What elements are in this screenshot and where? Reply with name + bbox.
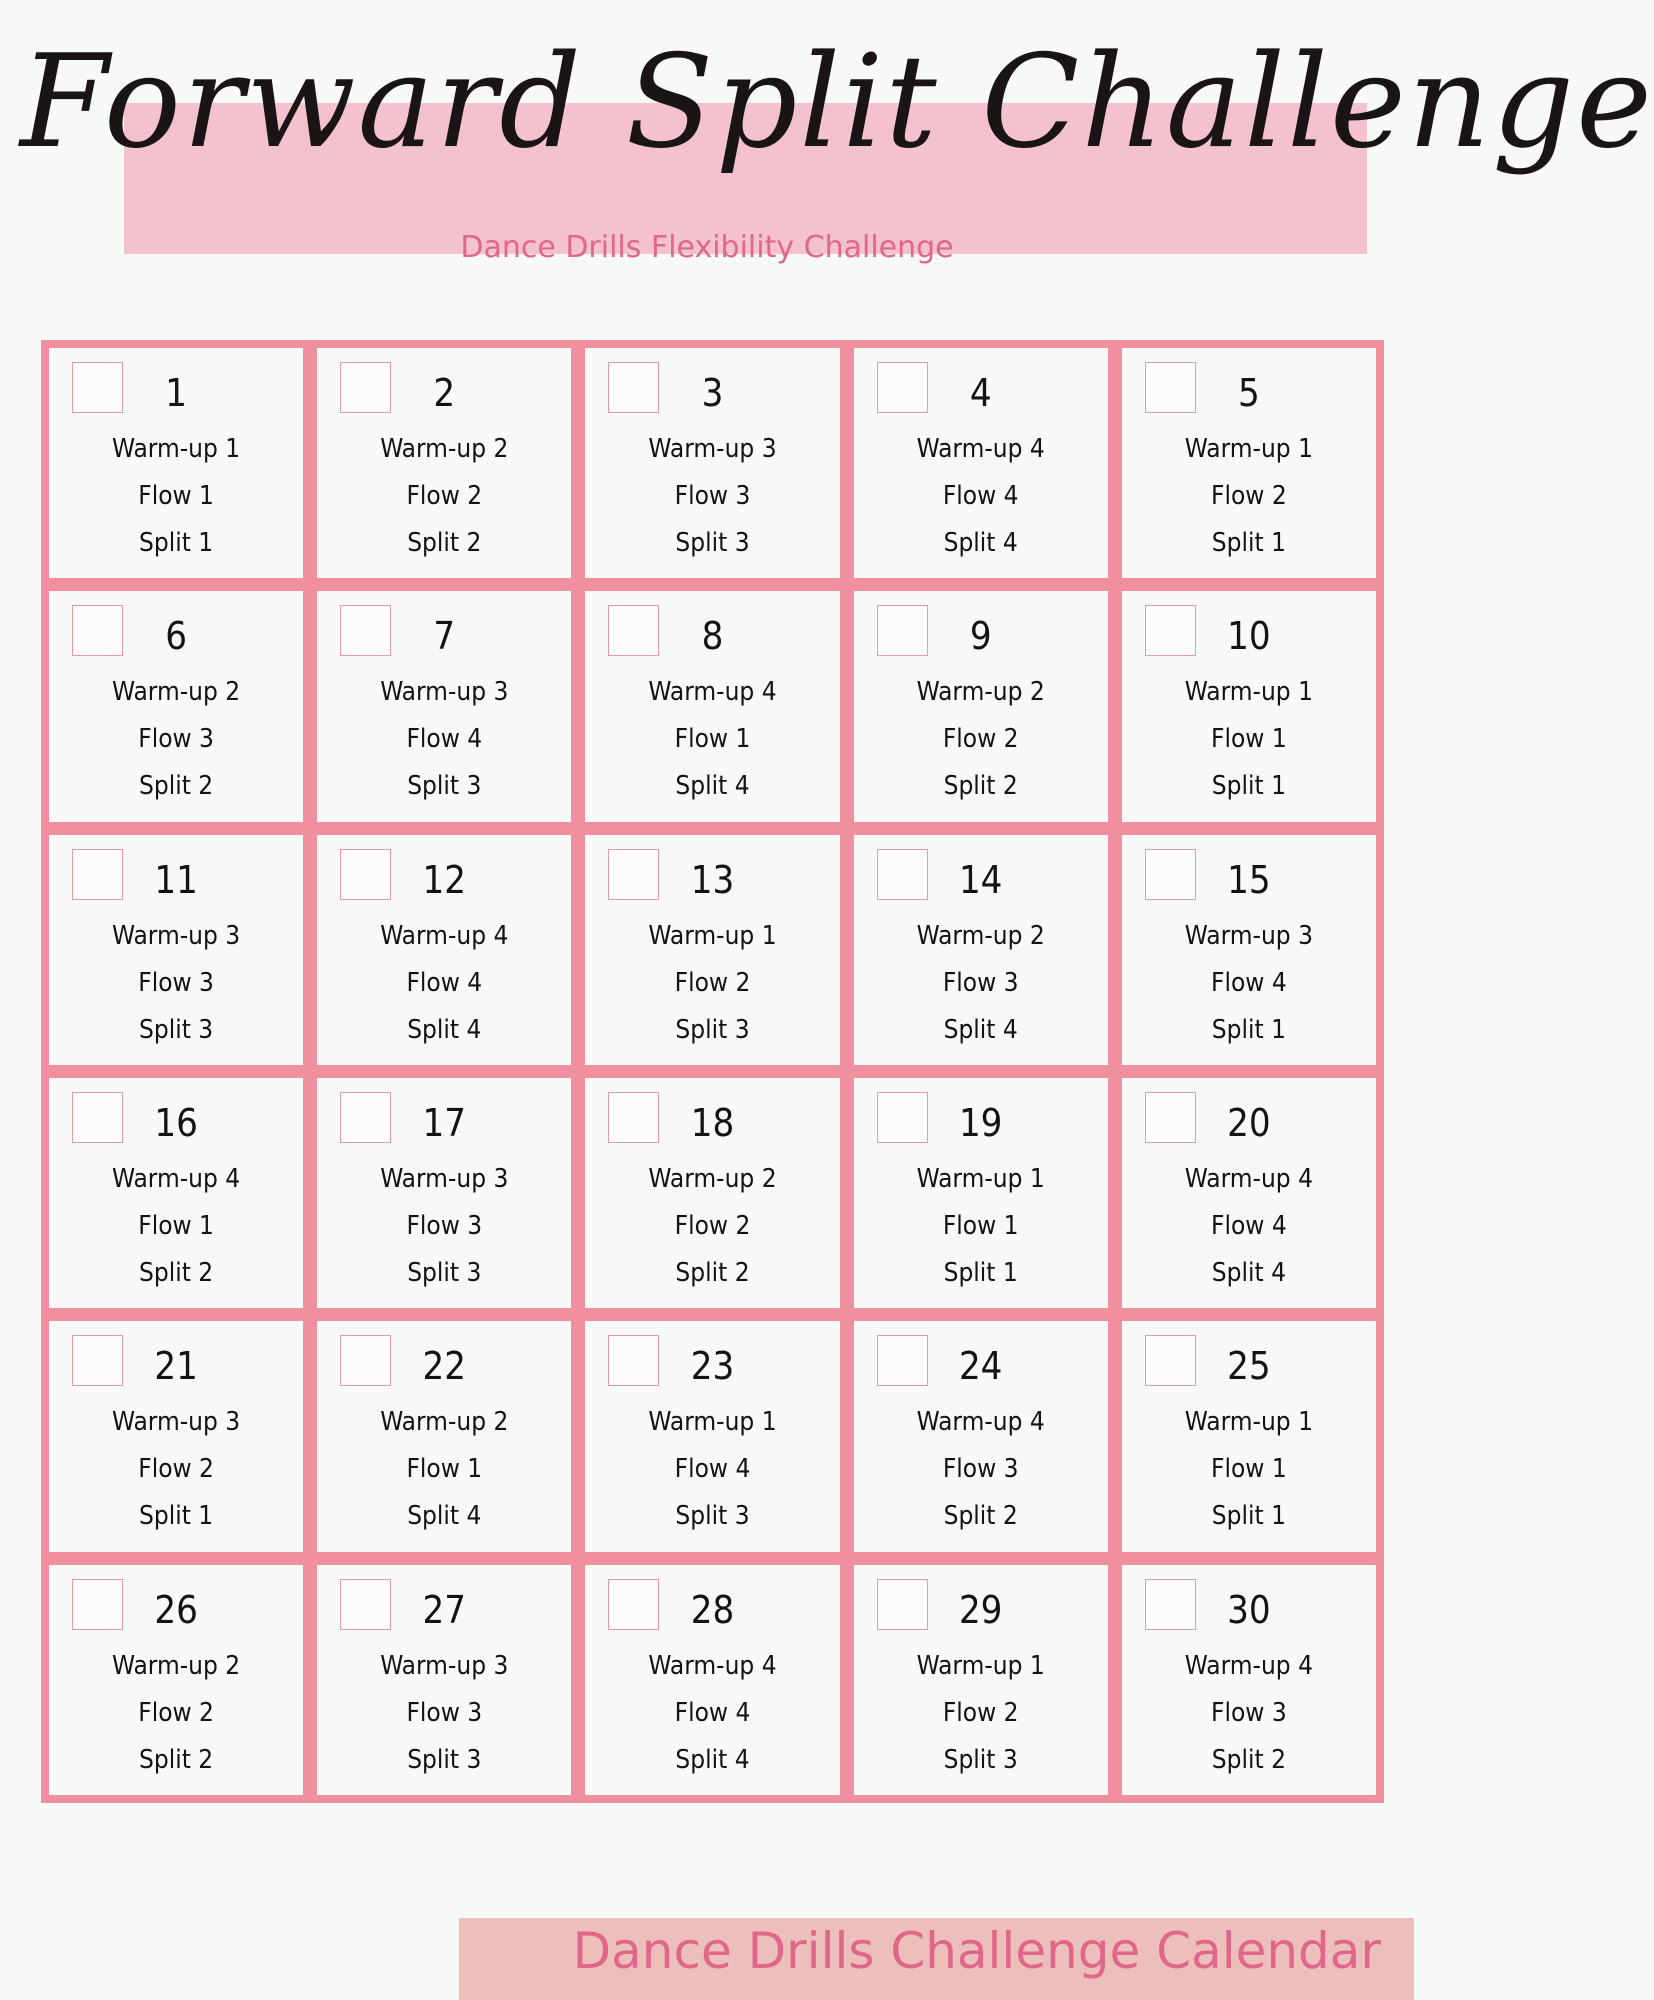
split-drill: Split 3 (943, 1744, 1018, 1775)
day-number: 6 (165, 614, 187, 659)
flow-drill: Flow 2 (406, 481, 483, 511)
drill-list (1122, 1156, 1376, 1297)
flow-drill: Flow 1 (406, 1454, 483, 1485)
day-cell (585, 1321, 839, 1551)
warmup-drill: Warm-up 3 (648, 434, 777, 464)
flow-drill: Flow 3 (406, 1210, 483, 1241)
drill-list (854, 1156, 1108, 1297)
day-cell (317, 1078, 571, 1308)
day-number: 26 (154, 1587, 198, 1632)
split-drill: Split 3 (139, 1014, 214, 1045)
warmup-drill: Warm-up 3 (380, 1163, 509, 1194)
drill-list (854, 913, 1108, 1054)
day-number: 23 (690, 1344, 735, 1389)
warmup-drill: Warm-up 1 (1184, 677, 1313, 708)
drill-list (1122, 426, 1376, 567)
day-number: 24 (958, 1344, 1003, 1389)
flow-drill: Flow 4 (674, 1697, 751, 1728)
day-cell (49, 835, 303, 1065)
flow-drill: Flow 4 (406, 967, 483, 998)
flow-drill: Flow 1 (138, 481, 214, 511)
drill-list (317, 1399, 571, 1540)
warmup-drill: Warm-up 3 (380, 677, 509, 708)
flow-drill: Flow 2 (138, 1697, 214, 1728)
day-cell (1122, 591, 1376, 821)
split-drill: Split 1 (139, 1501, 214, 1532)
split-drill: Split 4 (675, 771, 750, 802)
warmup-drill: Warm-up 4 (112, 1163, 241, 1194)
flow-drill: Flow 2 (138, 1454, 214, 1485)
warmup-drill: Warm-up 4 (380, 920, 509, 951)
drill-list (585, 426, 839, 567)
day-cell (317, 591, 571, 821)
day-number: 16 (154, 1100, 198, 1145)
drill-list (317, 1643, 571, 1784)
day-number: 5 (1238, 371, 1260, 415)
warmup-drill: Warm-up 2 (648, 1163, 777, 1194)
day-cell (1122, 1078, 1376, 1308)
split-drill: Split 1 (1211, 528, 1286, 558)
flow-drill: Flow 1 (1211, 1454, 1287, 1485)
flow-drill: Flow 3 (942, 1454, 1019, 1485)
drill-list (854, 669, 1108, 810)
flow-drill: Flow 4 (1211, 967, 1287, 998)
day-number: 4 (969, 371, 992, 415)
day-number: 11 (154, 857, 198, 902)
warmup-drill: Warm-up 3 (112, 1407, 241, 1438)
warmup-drill: Warm-up 2 (380, 1407, 509, 1438)
day-number: 3 (701, 371, 724, 415)
split-drill: Split 3 (675, 1014, 750, 1045)
split-drill: Split 1 (1211, 771, 1286, 802)
drill-list (49, 1156, 303, 1297)
day-number: 25 (1227, 1344, 1271, 1389)
day-number: 22 (422, 1344, 467, 1389)
day-number: 7 (433, 614, 456, 659)
flow-drill: Flow 1 (942, 1210, 1019, 1241)
flow-drill: Flow 4 (942, 481, 1019, 511)
day-cell (585, 591, 839, 821)
split-drill: Split 4 (943, 1014, 1018, 1045)
drill-list (854, 1399, 1108, 1540)
drill-list (854, 426, 1108, 567)
day-number: 15 (1227, 857, 1271, 902)
flow-drill: Flow 2 (674, 1210, 751, 1241)
day-number: 18 (690, 1100, 735, 1145)
day-cell (854, 1078, 1108, 1308)
warmup-drill: Warm-up 2 (112, 1650, 241, 1681)
day-cell (1122, 1565, 1376, 1795)
split-drill: Split 2 (139, 1744, 214, 1775)
split-drill: Split 3 (407, 771, 482, 802)
warmup-drill: Warm-up 1 (916, 1650, 1045, 1681)
drill-list (49, 913, 303, 1054)
warmup-drill: Warm-up 3 (112, 920, 241, 951)
flow-drill: Flow 1 (1211, 724, 1287, 755)
split-drill: Split 4 (675, 1744, 750, 1775)
day-cell (1122, 835, 1376, 1065)
flow-drill: Flow 3 (674, 481, 751, 511)
drill-list (317, 426, 571, 567)
drill-list (49, 1643, 303, 1784)
split-drill: Split 2 (139, 1257, 214, 1288)
warmup-drill: Warm-up 3 (380, 1650, 509, 1681)
warmup-drill: Warm-up 4 (1184, 1650, 1313, 1681)
drill-list (49, 426, 303, 567)
warmup-drill: Warm-up 4 (916, 1407, 1045, 1438)
day-number: 30 (1227, 1587, 1271, 1632)
warmup-drill: Warm-up 3 (1184, 920, 1313, 951)
warmup-drill: Warm-up 1 (1184, 1407, 1313, 1438)
split-drill: Split 1 (139, 528, 214, 558)
day-cell (854, 835, 1108, 1065)
warmup-drill: Warm-up 1 (648, 1407, 777, 1438)
day-number: 17 (422, 1100, 467, 1145)
day-number: 19 (958, 1100, 1003, 1145)
day-number: 1 (165, 371, 187, 415)
warmup-drill: Warm-up 1 (112, 434, 241, 464)
day-number: 12 (422, 857, 467, 902)
day-cell (1122, 348, 1376, 578)
day-cell (317, 348, 571, 578)
day-cell (49, 591, 303, 821)
day-cell (585, 348, 839, 578)
warmup-drill: Warm-up 4 (916, 434, 1045, 464)
drill-list (585, 913, 839, 1054)
drill-list (49, 669, 303, 810)
flow-drill: Flow 2 (674, 967, 751, 998)
split-drill: Split 3 (675, 528, 750, 558)
day-cell (1122, 1321, 1376, 1551)
page-title: Forward Split Challenge (20, 28, 1654, 177)
day-number: 27 (422, 1587, 467, 1632)
warmup-drill: Warm-up 4 (648, 677, 777, 708)
split-drill: Split 4 (1211, 1257, 1286, 1288)
split-drill: Split 2 (675, 1257, 750, 1288)
split-drill: Split 2 (943, 771, 1018, 802)
day-cell (854, 591, 1108, 821)
drill-list (1122, 913, 1376, 1054)
split-drill: Split 1 (1211, 1501, 1286, 1532)
flow-drill: Flow 4 (674, 1454, 751, 1485)
drill-list (1122, 1643, 1376, 1784)
flow-drill: Flow 3 (138, 967, 214, 998)
split-drill: Split 2 (407, 528, 482, 558)
split-drill: Split 3 (675, 1501, 750, 1532)
day-cell (585, 1078, 839, 1308)
warmup-drill: Warm-up 4 (1184, 1163, 1313, 1194)
day-number: 8 (701, 614, 724, 659)
flow-drill: Flow 3 (406, 1697, 483, 1728)
day-cell (854, 1321, 1108, 1551)
day-cell (317, 835, 571, 1065)
warmup-drill: Warm-up 2 (916, 677, 1045, 708)
day-cell (854, 1565, 1108, 1795)
day-number: 29 (958, 1587, 1003, 1632)
day-cell (49, 348, 303, 578)
flow-drill: Flow 4 (406, 724, 483, 755)
warmup-drill: Warm-up 1 (648, 920, 777, 951)
warmup-drill: Warm-up 2 (916, 920, 1045, 951)
drill-list (317, 1156, 571, 1297)
warmup-drill: Warm-up 2 (112, 677, 241, 708)
flow-drill: Flow 2 (1211, 481, 1287, 511)
split-drill: Split 3 (407, 1257, 482, 1288)
flow-drill: Flow 3 (1211, 1697, 1287, 1728)
drill-list (585, 1399, 839, 1540)
day-cell (854, 348, 1108, 578)
challenge-calendar-grid (41, 340, 1384, 1803)
page-subtitle: Dance Drills Flexibility Challenge (460, 230, 954, 265)
drill-list (585, 1643, 839, 1784)
footer-title: Dance Drills Challenge Calendar (572, 1922, 1381, 1980)
day-cell (49, 1565, 303, 1795)
warmup-drill: Warm-up 1 (916, 1163, 1045, 1194)
drill-list (1122, 1399, 1376, 1540)
day-cell (585, 1565, 839, 1795)
day-cell (317, 1321, 571, 1551)
warmup-drill: Warm-up 2 (380, 434, 509, 464)
day-number: 2 (433, 371, 456, 415)
flow-drill: Flow 2 (942, 724, 1019, 755)
flow-drill: Flow 2 (942, 1697, 1019, 1728)
split-drill: Split 2 (943, 1501, 1018, 1532)
flow-drill: Flow 3 (942, 967, 1019, 998)
split-drill: Split 4 (407, 1501, 482, 1532)
flow-drill: Flow 1 (138, 1210, 214, 1241)
day-cell (49, 1078, 303, 1308)
flow-drill: Flow 1 (674, 724, 751, 755)
drill-list (585, 669, 839, 810)
day-number: 13 (690, 857, 735, 902)
day-number: 14 (958, 857, 1003, 902)
day-number: 28 (690, 1587, 735, 1632)
drill-list (854, 1643, 1108, 1784)
day-number: 10 (1227, 614, 1271, 659)
day-cell (585, 835, 839, 1065)
split-drill: Split 3 (407, 1744, 482, 1775)
flow-drill: Flow 4 (1211, 1210, 1287, 1241)
split-drill: Split 4 (407, 1014, 482, 1045)
day-number: 9 (969, 614, 992, 659)
split-drill: Split 2 (1211, 1744, 1286, 1775)
drill-list (317, 913, 571, 1054)
split-drill: Split 1 (943, 1257, 1018, 1288)
split-drill: Split 4 (943, 528, 1018, 558)
drill-list (49, 1399, 303, 1540)
day-cell (317, 1565, 571, 1795)
day-number: 21 (154, 1344, 198, 1389)
drill-list (317, 669, 571, 810)
warmup-drill: Warm-up 4 (648, 1650, 777, 1681)
drill-list (585, 1156, 839, 1297)
day-cell (49, 1321, 303, 1551)
drill-list (1122, 669, 1376, 810)
split-drill: Split 2 (139, 771, 214, 802)
warmup-drill: Warm-up 1 (1184, 434, 1313, 464)
flow-drill: Flow 3 (138, 724, 214, 755)
day-number: 20 (1227, 1100, 1271, 1145)
split-drill: Split 1 (1211, 1014, 1286, 1045)
